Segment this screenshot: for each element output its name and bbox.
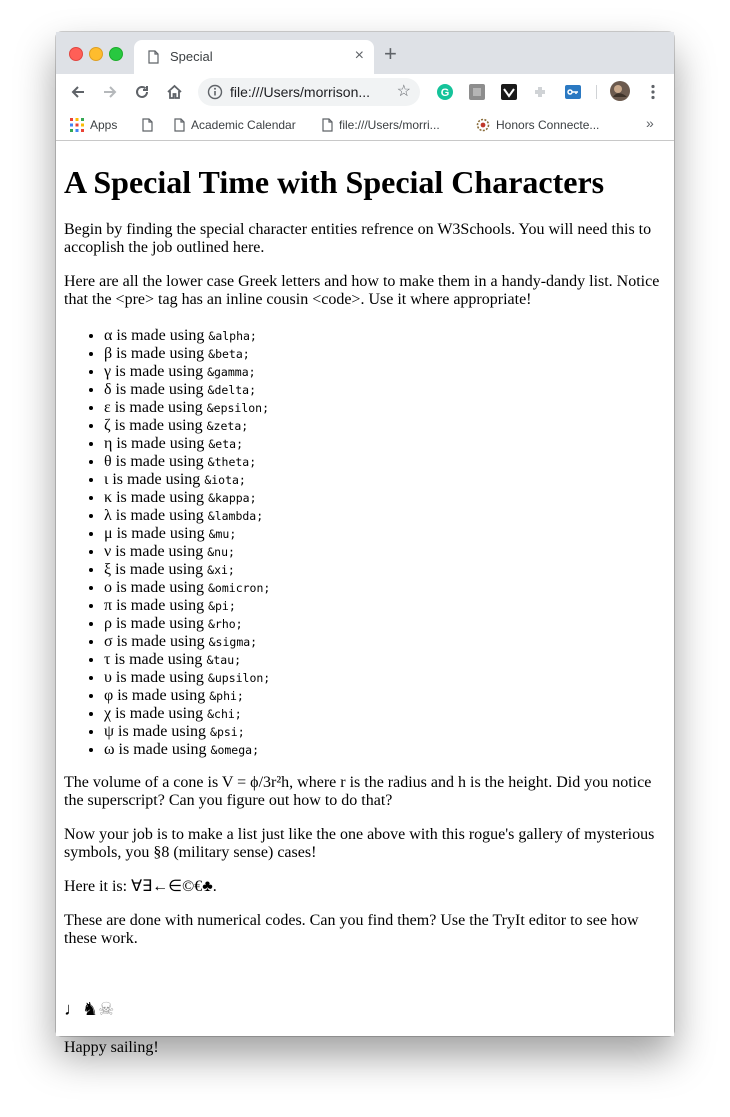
- list-item: [104, 579, 270, 597]
- numerical-codes-paragraph: These are done with numerical codes. Can you find them? Use the TryIt editor to see how these work.: [64, 912, 639, 947]
- made-using-text: is made using: [111, 561, 208, 578]
- toolbar-divider: [596, 85, 597, 99]
- cone-paragraph: The volume of a cone is V = ϕ/3r²h, where r is the radius and h is the height. Did you notice the superscript? Can you figure out how to do that?: [64, 774, 652, 809]
- greek-char: χ: [104, 705, 112, 722]
- zoom-window-button[interactable]: [109, 47, 123, 61]
- bookmark-page[interactable]: [142, 116, 159, 134]
- list-item: [104, 471, 270, 489]
- bookmark-label: Honors Connecte...: [496, 118, 600, 132]
- list-item: [104, 345, 270, 363]
- list-item: [104, 489, 270, 507]
- info-icon[interactable]: [207, 84, 223, 105]
- bookmark-file-users[interactable]: [322, 116, 440, 134]
- greek-char: ε: [104, 399, 111, 416]
- page-icon: [148, 50, 159, 69]
- page-title: A Special Time with Special Characters: [64, 164, 605, 200]
- chess-knight-icon: ♞: [82, 999, 99, 1019]
- address-bar[interactable]: [198, 78, 420, 106]
- made-using-text: is made using: [111, 453, 208, 470]
- entity-code: &omicron;: [208, 581, 271, 595]
- made-using-text: is made using: [110, 417, 207, 434]
- greek-char: σ: [104, 633, 113, 650]
- greek-char: δ: [104, 381, 112, 398]
- browser-window: [56, 32, 674, 1056]
- made-using-text: is made using: [111, 363, 208, 380]
- list-item: [104, 705, 270, 723]
- close-window-button[interactable]: [69, 47, 83, 61]
- entity-code: &chi;: [207, 707, 242, 721]
- gray-square-extension-icon[interactable]: [468, 83, 486, 101]
- job-paragraph: Now your job is to make a list just like the one above with this rogue's gallery of mysterious symbols, you §8 (military sense) cases!: [64, 826, 655, 861]
- list-item: [104, 525, 270, 543]
- entity-code: &theta;: [207, 455, 257, 469]
- quarter-note-icon: ♩: [64, 999, 82, 1019]
- list-item: [104, 363, 270, 381]
- sign-off-text: Happy sailing!: [64, 1039, 159, 1056]
- page-icon: [142, 118, 153, 132]
- greek-char: θ: [104, 453, 112, 470]
- list-item: [104, 615, 270, 633]
- bookmarks-overflow-icon[interactable]: »: [646, 115, 654, 131]
- bookmark-label: Academic Calendar: [191, 118, 296, 132]
- profile-avatar-icon[interactable]: [610, 81, 630, 101]
- tab-special[interactable]: [134, 40, 374, 74]
- list-item: [104, 453, 270, 471]
- greek-char: ρ: [104, 615, 112, 632]
- list-item: [104, 417, 270, 435]
- bookmark-apps[interactable]: [70, 116, 117, 134]
- entity-code: &alpha;: [208, 329, 257, 343]
- list-item: [104, 741, 270, 759]
- apps-grid-icon: [70, 118, 84, 132]
- list-item: [104, 561, 270, 579]
- made-using-text: is made using: [110, 651, 207, 668]
- list-item: [104, 723, 270, 741]
- bookmark-label: file:///Users/morri...: [339, 118, 440, 132]
- entity-code: &xi;: [207, 563, 235, 577]
- symbol-glyphs: [64, 999, 114, 1019]
- greek-char: α: [104, 327, 113, 344]
- bookmark-label: Apps: [90, 118, 118, 132]
- greek-char: μ: [104, 525, 113, 542]
- greek-char: ω: [104, 741, 115, 758]
- list-item: [104, 597, 270, 615]
- forward-arrow-icon[interactable]: [100, 82, 120, 102]
- greek-char: η: [104, 435, 113, 452]
- key-extension-icon[interactable]: [564, 83, 582, 101]
- entity-code: &epsilon;: [206, 401, 270, 415]
- entity-code: &zeta;: [206, 419, 249, 433]
- reload-icon[interactable]: [132, 82, 152, 102]
- entity-code: &beta;: [208, 347, 250, 361]
- made-using-text: is made using: [112, 327, 209, 344]
- bookmark-honors-connected[interactable]: [476, 116, 599, 134]
- entity-code: &upsilon;: [207, 671, 271, 685]
- here-it-is-paragraph: Here it is: ∀∃←∈©€♣.: [64, 878, 217, 895]
- greek-char: γ: [104, 363, 112, 380]
- bookmark-star-icon[interactable]: ☆: [396, 83, 411, 100]
- page-icon: [322, 118, 333, 132]
- greek-char: ψ: [104, 723, 115, 740]
- entity-code: &rho;: [207, 617, 243, 631]
- svg-text:G: G: [440, 87, 450, 99]
- made-using-text: is made using: [112, 345, 209, 362]
- made-using-text: is made using: [112, 597, 209, 614]
- home-icon[interactable]: [164, 82, 184, 102]
- made-using-text: is made using: [114, 741, 211, 758]
- title-bar: [56, 32, 674, 74]
- made-using-text: is made using: [112, 579, 208, 596]
- made-using-text: is made using: [114, 723, 211, 740]
- list-item: [104, 651, 270, 669]
- list-item: [104, 381, 270, 399]
- grammarly-icon[interactable]: [436, 83, 454, 101]
- greek-char: τ: [104, 651, 111, 668]
- entity-code: &mu;: [208, 527, 237, 541]
- entity-code: &omega;: [210, 743, 259, 757]
- tab-close-icon[interactable]: ×: [354, 47, 364, 64]
- browser-toolbar: [56, 74, 674, 110]
- entity-code: &pi;: [208, 599, 236, 613]
- greek-char: ξ: [104, 561, 112, 578]
- greek-char: ν: [104, 543, 112, 560]
- list-item: [104, 507, 270, 525]
- entity-code: &iota;: [204, 473, 246, 487]
- made-using-text: is made using: [112, 525, 209, 542]
- page-icon: [174, 118, 185, 132]
- made-using-text: is made using: [108, 471, 205, 488]
- greek-char: φ: [104, 687, 114, 704]
- entity-code: &tau;: [206, 653, 242, 667]
- greek-char: λ: [104, 507, 112, 524]
- entity-code: &psi;: [210, 725, 245, 739]
- list-item: [104, 327, 270, 345]
- greek-char: π: [104, 597, 113, 614]
- skull-crossbones-icon: ☠: [98, 999, 115, 1019]
- made-using-text: is made using: [111, 669, 208, 686]
- greek-char: β: [104, 345, 113, 362]
- list-item: [104, 543, 270, 561]
- greek-intro-paragraph: Here are all the lower case Greek letters and how to make them in a handy-dandy list. Notice that the <pre> tag has an inline cousin <code>. Use it where appropriate!: [64, 273, 660, 308]
- new-tab-button[interactable]: +: [384, 41, 397, 66]
- made-using-text: is made using: [111, 507, 208, 524]
- gear-badge-icon: [476, 118, 490, 132]
- page-content: [56, 141, 674, 1056]
- bookmarks-bar: [56, 110, 674, 141]
- entity-code: &delta;: [207, 383, 257, 397]
- list-item: [104, 669, 270, 687]
- entity-code: &phi;: [209, 689, 244, 703]
- greek-char: ι: [104, 471, 109, 488]
- greek-char: κ: [104, 489, 113, 506]
- url-text[interactable]: file:///Users/morrison...: [230, 84, 371, 100]
- made-using-text: is made using: [112, 489, 209, 506]
- entity-code: &nu;: [207, 545, 235, 559]
- list-item: [104, 687, 270, 705]
- made-using-text: is made using: [111, 381, 208, 398]
- made-using-text: is made using: [111, 543, 208, 560]
- puzzle-extension-icon[interactable]: [532, 83, 550, 101]
- entity-code: &eta;: [208, 437, 243, 451]
- back-arrow-icon[interactable]: [68, 82, 88, 102]
- made-using-text: is made using: [112, 633, 209, 650]
- bookmark-academic-calendar[interactable]: [174, 116, 296, 134]
- intro-paragraph: Begin by finding the special character entities refrence on W3Schools. You will need this to accoplish the job outlined here.: [64, 221, 652, 256]
- vimeo-extension-icon[interactable]: [500, 83, 518, 101]
- greek-char: ζ: [104, 417, 111, 434]
- made-using-text: is made using: [113, 687, 210, 704]
- entity-code: &lambda;: [207, 509, 264, 523]
- minimize-window-button[interactable]: [89, 47, 103, 61]
- list-item: [104, 633, 270, 651]
- made-using-text: is made using: [111, 705, 208, 722]
- greek-char: υ: [104, 669, 112, 686]
- list-item: [104, 399, 270, 417]
- greek-char: ο: [104, 579, 112, 596]
- made-using-text: is made using: [112, 435, 209, 452]
- greek-letter-list: [56, 327, 270, 759]
- tab-title: Special: [170, 49, 213, 64]
- made-using-text: is made using: [111, 615, 208, 632]
- entity-code: &kappa;: [208, 491, 257, 505]
- menu-dots-icon[interactable]: [644, 83, 662, 101]
- list-item: [104, 435, 270, 453]
- entity-code: &sigma;: [208, 635, 258, 649]
- entity-code: &gamma;: [207, 365, 256, 379]
- made-using-text: is made using: [110, 399, 207, 416]
